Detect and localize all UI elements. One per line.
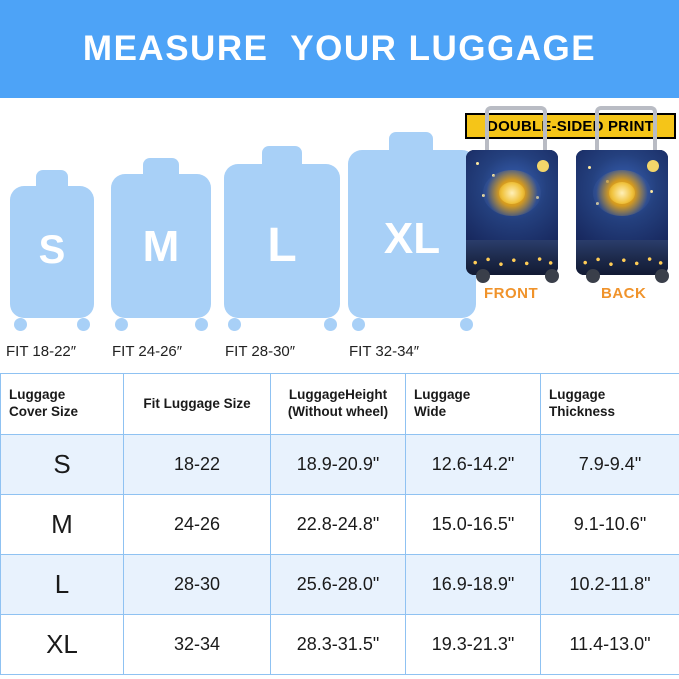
fit-label-m: FIT 24-26″: [112, 343, 183, 360]
moon-icon-back: [647, 160, 659, 172]
wheel-m-right: [195, 318, 208, 331]
star-icon: [476, 162, 479, 165]
caption-front: FRONT: [484, 285, 539, 302]
handle-m: [143, 158, 179, 174]
header-wide-line2: Wide: [414, 404, 447, 419]
cell-size: M: [1, 495, 124, 555]
cell-thickness: 11.4-13.0": [541, 615, 679, 675]
cell-size: L: [1, 555, 124, 615]
cell-fit: 28-30: [124, 555, 271, 615]
table-row: [1, 555, 679, 615]
handle-xl: [389, 132, 433, 150]
starry-night-cover-front: [466, 150, 558, 275]
photo-luggage-handle-front: [485, 106, 547, 154]
case-body-m: [111, 174, 211, 318]
header-height-line1: LuggageHeight: [288, 387, 388, 403]
cell-wide: 15.0-16.5": [406, 495, 541, 555]
town-lights-back: [576, 253, 668, 269]
header-fit-luggage-size: [124, 374, 271, 435]
wheel-l-left: [228, 318, 241, 331]
case-body-xl: [348, 150, 476, 318]
table-row: [1, 495, 679, 555]
fit-label-s: FIT 18-22″: [6, 343, 77, 360]
cell-wide: 12.6-14.2": [406, 435, 541, 495]
case-body-l: [224, 164, 340, 318]
town-lights-front: [466, 253, 558, 269]
cell-thickness: 10.2-11.8": [541, 555, 679, 615]
cell-height: 28.3-31.5": [271, 615, 406, 675]
case-label-xl: XL: [383, 214, 441, 263]
cell-size: S: [1, 435, 124, 495]
wheel-xl-left: [352, 318, 365, 331]
cell-fit: 24-26: [124, 495, 271, 555]
table-header-row: [1, 374, 679, 435]
header-cover-size-line1: Luggage: [9, 387, 66, 403]
case-label-s: S: [38, 228, 66, 272]
cell-fit: 18-22: [124, 435, 271, 495]
handle-s: [36, 170, 68, 186]
wheel-l-right: [324, 318, 337, 331]
size-chart-table: [0, 373, 679, 675]
cell-fit: 32-34: [124, 615, 271, 675]
header-luggage-height: [271, 374, 406, 435]
caption-back: BACK: [601, 285, 647, 302]
swirl-inner-front: [499, 182, 525, 204]
page-title: MEASURE YOUR LUGGAGE: [82, 29, 597, 68]
cell-height: 22.8-24.8": [271, 495, 406, 555]
case-body-s: [10, 186, 94, 318]
header-luggage-thickness: [541, 374, 679, 435]
cell-height: 18.9-20.9": [271, 435, 406, 495]
case-label-m: M: [142, 222, 180, 271]
badge-label: DOUBLE-SIDED PRINT: [487, 117, 654, 135]
photo-wheel-front-right: [545, 269, 559, 283]
header-wide-line1: Luggage: [414, 387, 471, 403]
photo-wheel-back-right: [655, 269, 669, 283]
photo-luggage-handle-back: [595, 106, 657, 154]
header-banner: [0, 0, 679, 98]
cell-wide: 16.9-18.9": [406, 555, 541, 615]
photo-wheel-front-left: [476, 269, 490, 283]
header-thickness-line1: Luggage: [549, 387, 606, 403]
cell-wide: 19.3-21.3": [406, 615, 541, 675]
cell-thickness: 9.1-10.6": [541, 495, 679, 555]
handle-l: [262, 146, 302, 164]
header-fit-line1: Fit Luggage Size: [143, 395, 251, 411]
table-row: [1, 435, 679, 495]
header-thickness-line2: Thickness: [549, 404, 616, 419]
moon-icon-front: [537, 160, 549, 172]
wheel-m-left: [115, 318, 128, 331]
header-luggage-wide: [406, 374, 541, 435]
product-photo-front: [466, 150, 558, 275]
fit-label-xl: FIT 32-34″: [349, 343, 420, 360]
cell-thickness: 7.9-9.4": [541, 435, 679, 495]
cell-height: 25.6-28.0": [271, 555, 406, 615]
photo-wheel-back-left: [586, 269, 600, 283]
starry-night-cover-back: [576, 150, 668, 275]
table-row: [1, 615, 679, 675]
swirl-inner-back: [609, 182, 635, 204]
cell-size: XL: [1, 615, 124, 675]
header-height-line2: (Without wheel): [287, 404, 389, 419]
case-label-l: L: [267, 219, 297, 272]
product-photo-back: [576, 150, 668, 275]
header-cover-size-line2: Cover Size: [9, 404, 79, 419]
wheel-xl-right: [460, 318, 473, 331]
fit-label-l: FIT 28-30″: [225, 343, 296, 360]
wheel-s-left: [14, 318, 27, 331]
wheel-s-right: [77, 318, 90, 331]
header-cover-size: [1, 374, 124, 435]
star-icon: [588, 166, 591, 169]
